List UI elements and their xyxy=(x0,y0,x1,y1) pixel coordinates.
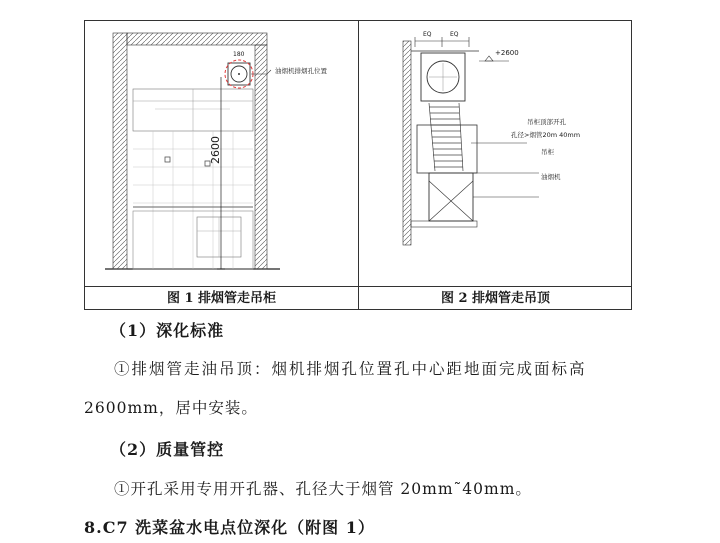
section-1-paragraph-line-1: ①排烟管走油吊顶：烟机排烟孔位置孔中心距地面完成面标高 xyxy=(114,360,587,378)
figure-2-caption: 图 2 排烟管走吊顶 xyxy=(440,291,551,306)
figure-2-drawing xyxy=(359,21,632,286)
figure-2-eq-right: EQ xyxy=(450,31,459,38)
figure-1-hole-position-label: 油烟机排烟孔位置 xyxy=(275,67,327,75)
figure-2-elevation-label: +2600 xyxy=(495,49,519,57)
figure-2-cabinet-label: 吊柜 xyxy=(541,148,554,156)
figure-2-eq-left: EQ xyxy=(423,31,432,38)
section-1-heading: （1）深化标准 xyxy=(110,321,225,340)
figure-1-height-label: 2600 xyxy=(209,136,222,164)
figure-table xyxy=(84,20,632,310)
figure-2-hole-rule-label: 孔径>烟管20m 40mm xyxy=(511,131,581,139)
figure-1-hole-size-label: 180 xyxy=(233,51,245,58)
section-3-heading: 8.C7 洗菜盆水电点位深化（附图 1） xyxy=(84,518,375,537)
section-1-paragraph-line-2: 2600mm，居中安装。 xyxy=(84,399,258,417)
figure-1-caption: 图 1 排烟管走吊柜 xyxy=(166,291,277,306)
table-divider-horizontal xyxy=(85,286,631,287)
figure-2-range-hood-label: 油烟机 xyxy=(541,173,561,181)
section-2-heading: （2）质量管控 xyxy=(110,440,225,459)
section-2-paragraph: ①开孔采用专用开孔器、孔径大于烟管 20mm˜40mm。 xyxy=(114,480,532,498)
figure-2-cabinet-hole-label: 吊柜顶部开孔 xyxy=(527,118,566,126)
